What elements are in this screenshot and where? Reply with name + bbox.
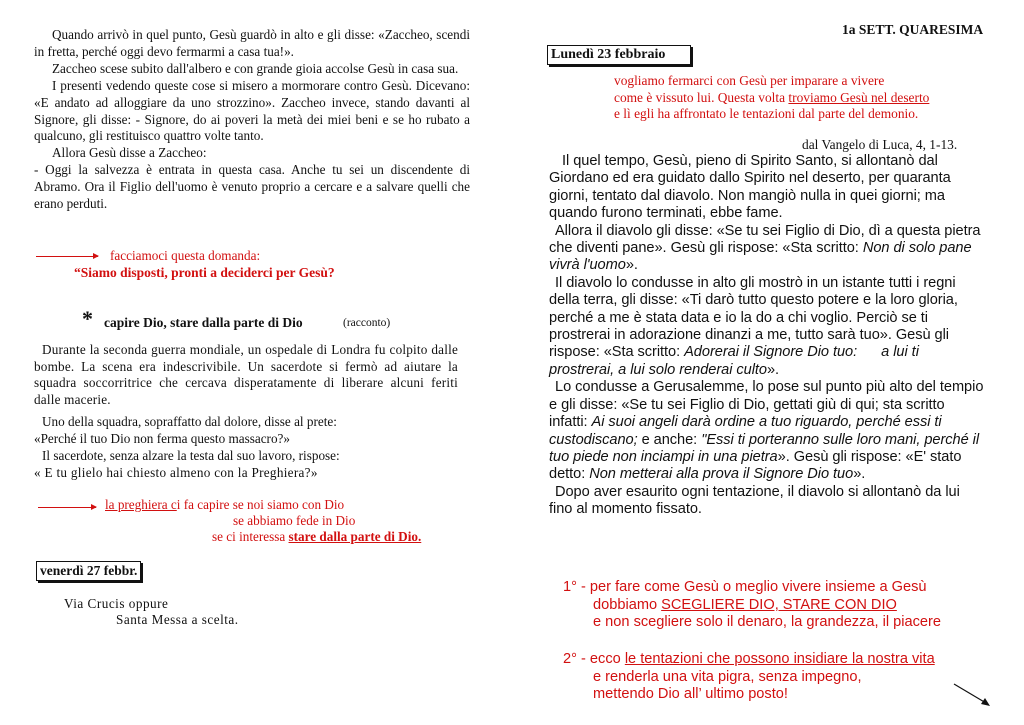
conclusion-line-2: se abbiamo fede in Dio — [233, 513, 356, 528]
section-heading-note: (racconto) — [343, 317, 391, 329]
zaccheo-paragraph: I presenti vedendo queste cose si misero a mormorare contro Gesù. Dicevano: «E andato ad alloggiare da uno strozzino». Zaccheo invece, stando davanti al Signore, gli disse: - Signore, do ai poveri la metà dei miei beni e se ho rubato a qualcuno, gli restituisco quattro volte tanto. — [34, 77, 470, 144]
gospel-source: dal Vangelo di Luca, 4, 1-13. — [802, 137, 958, 152]
section-heading: capire Dio, stare dalla parte di Dio — [104, 315, 303, 330]
question-intro: facciamoci questa domanda: — [110, 248, 261, 263]
point-emphasis: SCEGLIERE DIO, STARE CON DIO — [661, 596, 897, 613]
dialogue-line: Il sacerdote, senza alzare la testa dal suo lavoro, rispose: — [42, 448, 340, 463]
friday-label: venerdì 27 febbr. — [36, 561, 141, 581]
gospel-paragraph: Lo condusse a Gerusalemme, lo pose sul punto più alto del tempio e gli disse: «Se tu sei Figlio di Dio, gettati giù di qui; sta scritto infatti: Ai suoi angeli darà ordine a tuo riguardo, perché essi ti custodiscano; e anche: "Essi ti porteranno sulle loro mani, perché il tuo piede non inciampi in una pietra». Gesù gli rispose: «E' stato detto: Non metterai alla prova il Signore Dio tuo». — [549, 379, 984, 483]
story-paragraph: Durante la seconda guerra mondiale, un ospedale di Londra fu colpito dalle bombe. La scena era indescrivibile. Un sacerdote si fermò ad aiutare la squadra soccorritrice che cercava disperatamente di liberare alcuni feriti dalle macerie. — [34, 342, 458, 407]
scripture-quote: Adorerai il Signore Dio tuo: a lui ti prostrerai, a lui solo renderai culto — [549, 344, 923, 378]
point-line: 1° - per fare come Gesù o meglio vivere insieme a Gesù — [563, 579, 927, 595]
gospel-paragraph: Allora il diavolo gli disse: «Se tu sei Figlio di Dio, dì a questa pietra che diventi pane». Gesù gli rispose: «Sta scritto: Non di solo pane vivrà l'uomo». — [549, 222, 981, 274]
arrow-icon — [36, 256, 98, 257]
dialogue-line: « E tu glielo hai chiesto almeno con la Preghiera?» — [34, 465, 318, 480]
scripture-quote: Non metterai alla prova il Signore Dio tuo — [589, 466, 854, 483]
scripture-quote: Non di solo pane vivrà l'uomo — [549, 240, 972, 274]
intro-line: e lì egli ha affrontato le tentazioni dal parte del demonio. — [614, 106, 919, 122]
point-emphasis: le tentazioni che possono insidiare la nostra vita — [624, 651, 935, 667]
intro-block — [614, 73, 929, 123]
star-icon: * — [82, 306, 93, 331]
gospel-passage — [549, 153, 987, 519]
gospel-paragraph: Dopo aver esaurito ogni tentazione, il diavolo si allontanò da lui fino al momento fissato. — [549, 483, 960, 518]
scripture-quote: Ai suoi angeli darà ordine a tuo riguardo, perché essi ti custodiscano; — [549, 414, 942, 448]
reflection-point-1 — [563, 579, 941, 632]
conclusion-pre: se ci interessa — [212, 529, 289, 544]
conclusion-emphasis: stare dalla parte di Dio. — [288, 529, 422, 544]
conclusion-rest: i fa capire se noi siamo con Dio — [176, 497, 345, 512]
diagonal-arrow-icon — [950, 680, 994, 710]
point-line: e non scegliere solo il denaro, la grandezza, il piacere — [593, 614, 942, 631]
dialogue-line: «Perché il tuo Dio non ferma questo massacro?» — [34, 431, 290, 446]
point-line: dobbiamo SCEGLIERE DIO, STARE CON DIO — [593, 596, 897, 613]
intro-line: vogliamo fermarci con Gesù per imparare a vivere — [614, 73, 885, 88]
dialogue-line: Uno della squadra, sopraffatto dal dolore, disse al prete: — [42, 414, 337, 429]
point-line: e renderla una vita pigra, senza impegno, — [593, 668, 862, 685]
zaccheo-paragraph: Allora Gesù disse a Zaccheo: — [52, 145, 207, 161]
gospel-paragraph: Il quel tempo, Gesù, pieno di Spirito Santo, si allontanò dal Giordano ed era guidato dallo Spirito nel deserto, per quaranta giorni, tentato dal diavolo. Non mangiò nulla in quei giorni; ma quando furono terminati, ebbe fame. — [549, 153, 951, 222]
zaccheo-paragraph: Zaccheo scese subito dall'albero e con grande gioia accolse Gesù in casa sua. — [52, 60, 459, 76]
point-line: mettendo Dio all’ ultimo posto! — [593, 686, 788, 703]
arrow-icon — [38, 507, 96, 508]
intro-underlined: troviamo Gesù nel deserto — [788, 89, 930, 105]
zaccheo-paragraph: - Oggi la salvezza è entrata in questa casa. Anche tu sei un discendente di Abramo. Ora il Figlio dell'uomo è venuto proprio a cercare e a salvare quelli che erano perduti. — [34, 162, 470, 212]
day-label: Lunedì 23 febbraio — [547, 45, 691, 65]
page-header: 1a SETT. QUARESIMA — [842, 22, 984, 37]
zaccheo-paragraph: Quando arrivò in quel punto, Gesù guardò in alto e gli disse: «Zaccheo, scendi in fretta, perché oggi devo fermarmi a casa tua!». — [34, 27, 470, 59]
story-dialogue — [34, 413, 464, 481]
conclusion-line-1 — [105, 497, 344, 513]
intro-line: come è vissuto lui. Questa volta troviamo Gesù nel deserto — [614, 89, 930, 105]
zaccheo-passage — [34, 27, 470, 213]
gospel-paragraph: Il diavolo lo condusse in alto gli mostrò in un istante tutti i regni della terra, gli disse: «Ti darò tutto questo potere e la loro gloria, perché a me è stata data e io la do a chi voglio. Perciò se ti prostrerai in adorazione dinanzi a me, tutto sarà tuo». Gesù gli rispose: «Sta scritto: Adorerai il Signore Dio tuo: a lui ti prostrerai, a lui solo renderai culto». — [549, 274, 958, 378]
friday-line-1: Via Crucis oppure — [64, 596, 169, 611]
conclusion-underlined: la preghiera c — [105, 497, 177, 512]
reflection-point-2 — [563, 651, 935, 704]
point-line: 2° - ecco le tentazioni che possono insidiare la nostra vita — [563, 651, 935, 667]
scripture-quote: "Essi ti porteranno sulle loro mani, perché il tuo piede non inciampi in una pietra — [549, 431, 980, 465]
friday-line-2: Santa Messa a scelta. — [116, 612, 239, 627]
conclusion-line-3 — [212, 529, 421, 545]
question-text: “Siamo disposti, pronti a deciderci per Gesù? — [74, 265, 335, 280]
